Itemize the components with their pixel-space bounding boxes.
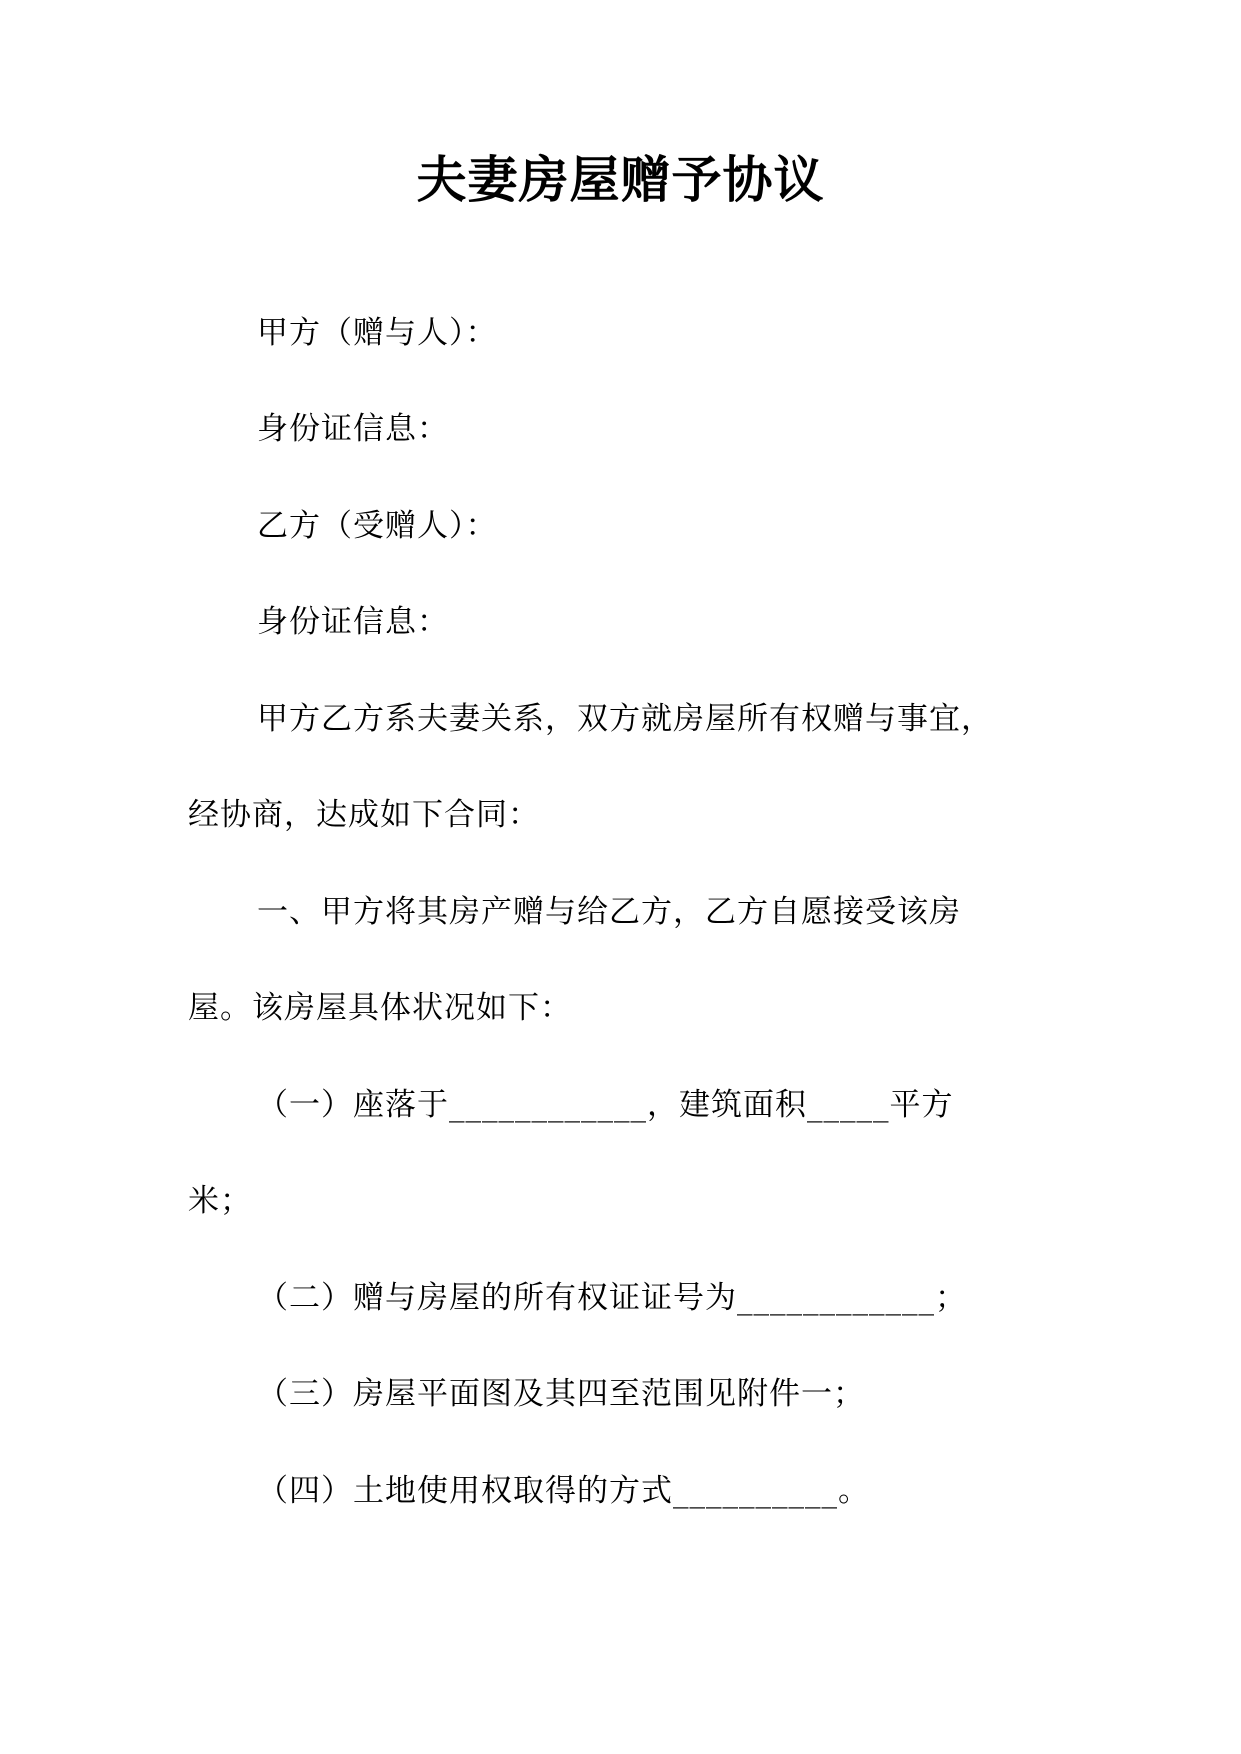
clause-1-line-2: 屋。该房屋具体状况如下： <box>188 990 572 1026</box>
item-1-line-2: 米； <box>188 1183 252 1219</box>
preamble-line-2: 经协商，达成如下合同： <box>188 797 540 833</box>
party-b-id-line: 身份证信息： <box>257 604 449 640</box>
item-3-line: （三）房屋平面图及其四至范围见附件一； <box>257 1376 865 1412</box>
document-title: 夫妻房屋赠予协议 <box>416 151 825 209</box>
item-2-line: （二）赠与房屋的所有权证证号为____________； <box>257 1280 967 1316</box>
party-a-id-line: 身份证信息： <box>257 411 449 447</box>
party-b-line: 乙方（受赠人）： <box>257 508 498 544</box>
clause-1-line-1: 一、甲方将其房产赠与给乙方，乙方自愿接受该房 <box>257 894 961 930</box>
item-4-line: （四）土地使用权取得的方式__________。 <box>257 1473 870 1509</box>
party-a-line: 甲方（赠与人）： <box>257 315 498 351</box>
preamble-line-1: 甲方乙方系夫妻关系，双方就房屋所有权赠与事宜， <box>257 701 993 737</box>
item-1-line-1: （一）座落于____________，建筑面积_____平方 <box>257 1087 954 1123</box>
